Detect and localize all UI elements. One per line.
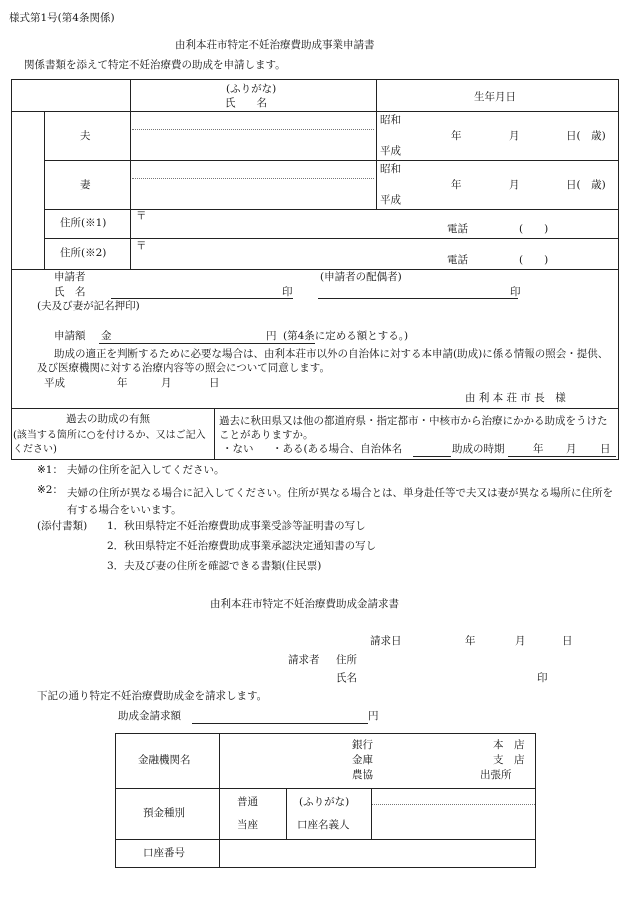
phone-label: 電話 [447,254,468,266]
amount-note: (第4条に定める額とする。) [283,330,409,342]
year-label: 年 [451,130,462,142]
spouse-name-line [318,298,518,299]
seal-mark: 印 [282,286,293,298]
period-year: 年 [533,443,544,455]
dob-header: 生年月日 [474,91,516,103]
option-none: ・ない [222,443,254,455]
claim-amount-suffix: 円 [368,710,379,722]
amount-suffix: 円 [266,330,277,342]
note1-mark: ※1： [37,464,63,476]
month-label: 月 [509,130,520,142]
period-day: 日 [600,443,611,455]
phone-label: 電話 [447,223,468,235]
address1-label: 住所(※1) [60,217,107,229]
claim-date-label: 請求日 [370,635,402,647]
claim-day: 日 [562,635,573,647]
branch-type: 本 店 [493,739,525,751]
note2-text: 夫婦の住所が異なる場合に記入してください。住所が異なる場合とは、単身赴任等で夫又は妻が異なる場所に住所を有する場合をいいます。 [67,487,613,516]
account-number-label: 口座番号 [143,847,185,859]
seal-mark-2: 印 [510,286,521,298]
phone-paren: ( ) [519,254,549,266]
past-grant-instruction: (該当する箇所に○を付けるか、又はご記入ください) [13,430,206,455]
amount-prefix: 金 [101,330,112,342]
address2-label: 住所(※2) [60,247,107,259]
consent-text: 助成の適正を判断するために必要な場合は、由利本荘市以外の自治体に対する本申請(助成)に係る情報の照会・提供、及び医療機関に対する治療内容等の照会について同意します。 [37,348,609,374]
year-label: 年 [451,179,462,191]
bank-name-label: 金融機関名 [138,754,191,766]
amount-label: 申請額 [54,330,86,342]
applicant-name-label: 氏 名 [54,286,86,298]
account-holder-label: 口座名義人 [297,819,350,831]
claimant-address-label: 住所 [336,654,357,666]
claim-statement: 下記の通り特定不妊治療費助成金を請求します。 [37,690,268,702]
claim-year: 年 [465,635,476,647]
amount-line [99,343,315,344]
branch-type: 出張所 [480,769,512,781]
page-title: 由利本荘市特定不妊治療費助成事業申請書 [175,39,375,51]
attachment-item: 3．夫及び妻の住所を確認できる書類(住民票) [107,560,322,572]
bank-type: 農協 [352,769,373,781]
husband-label: 夫 [80,130,91,142]
era-showa: 昭和 [380,163,401,175]
applicant-label: 申請者 [54,271,86,283]
postal-mark: 〒 [136,240,147,252]
spouse-label: (申請者の配偶者) [320,271,402,283]
claim-title: 由利本荘市特定不妊治療費助成金請求書 [210,598,399,610]
addressee: 由 利 本 荘 市 長 様 [465,392,566,404]
period-line [508,456,616,457]
attachment-item: 1．秋田県特定不妊治療費助成事業受診等証明書の写し [107,520,366,532]
account-type-label: 預金種別 [143,807,185,819]
name-header: 氏 名 [225,97,267,109]
claim-month: 月 [515,635,526,647]
past-grant-question: 過去に秋田県又は他の都道府県・指定都市・中核市から治療にかかる助成をうけたことがありますか。 [219,415,608,441]
bank-type: 銀行 [352,739,373,751]
attachment-item: 2．秋田県特定不妊治療費助成事業承認決定通知書の写し [107,540,377,552]
bank-type: 金庫 [352,754,373,766]
sign-note: (夫及び妻が記名押印) [37,300,140,312]
claimant-label: 請求者 [288,654,320,666]
branch-type: 支 店 [493,754,525,766]
holder-furigana: (ふりがな) [299,796,350,808]
applicant-name-line [111,298,293,299]
day-age-label: 日( 歳) [566,130,606,142]
date-era: 平成 [44,377,65,389]
past-grant-label: 過去の助成の有無 [66,413,150,425]
municipality-line [413,456,451,457]
option-yes: ・ある(ある場合、自治体名 [272,443,403,455]
wife-label: 妻 [80,179,91,191]
month-label: 月 [509,179,520,191]
phone-paren: ( ) [519,223,549,235]
date-day: 日 [209,377,220,389]
claimant-name-label: 氏名 [336,672,357,684]
period-label: 助成の時期 [452,443,505,455]
day-age-label: 日( 歳) [566,179,606,191]
form-number: 様式第1号(第4条関係) [9,12,115,24]
date-month: 月 [161,377,172,389]
attachments-label: (添付書類) [37,520,88,532]
account-type-toza: 当座 [237,819,258,831]
intro-text: 関係書類を添えて特定不妊治療費の助成を申請します。 [24,59,286,71]
furigana-label: (ふりがな) [226,83,277,95]
claim-amount-line [192,723,368,724]
claim-amount-label: 助成金請求額 [118,710,181,722]
claimant-seal: 印 [537,672,548,684]
era-showa: 昭和 [380,114,401,126]
account-type-futsu: 普通 [237,796,258,808]
era-heisei: 平成 [380,194,401,206]
note2-mark: ※2： [37,484,63,496]
note1-text: 夫婦の住所を記入してください。 [67,464,225,476]
date-year: 年 [117,377,128,389]
postal-mark: 〒 [136,210,147,222]
period-month: 月 [566,443,577,455]
era-heisei: 平成 [380,145,401,157]
